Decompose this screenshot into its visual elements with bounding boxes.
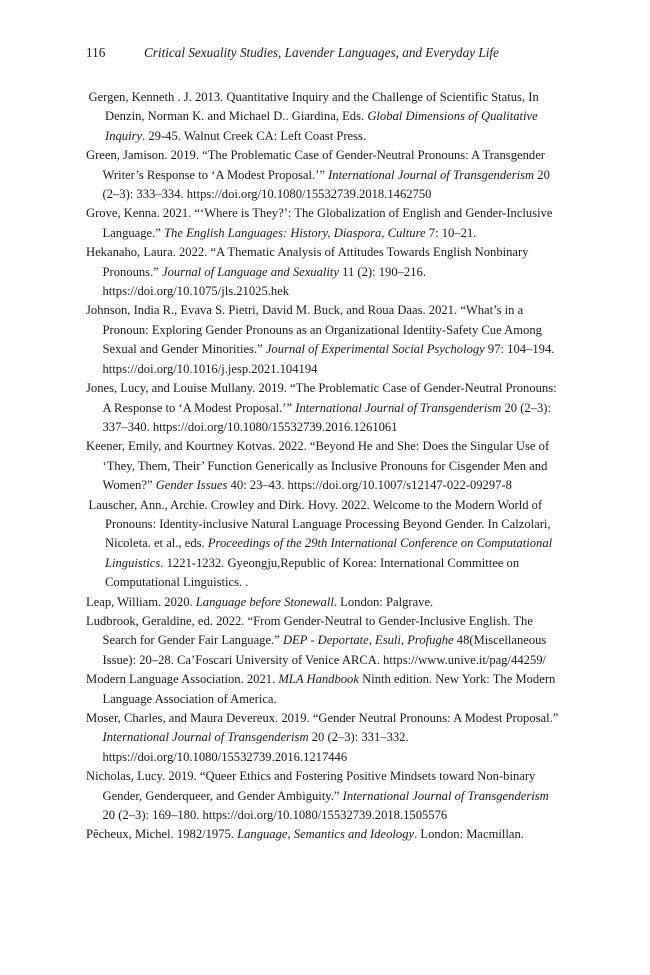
reference-text: Moser, Charles, and Maura Devereux. 2019. “Gender Neutral Pronouns: A Modest Proposal.” <box>86 711 559 725</box>
reference-entry <box>86 670 564 709</box>
reference-text: Leap, William. 2020. <box>86 594 196 609</box>
running-head <box>86 44 566 62</box>
reference-source-title: Language, Semantics and Ideology <box>237 827 415 842</box>
page-number: 116 <box>86 45 106 60</box>
reference-source-title: Gender Issues <box>155 478 228 493</box>
reference-entry <box>86 204 564 243</box>
reference-entry <box>86 612 564 670</box>
reference-entry <box>86 593 564 612</box>
reference-source-title: International Journal of Transgenderism <box>328 167 535 182</box>
reference-text: Hekanaho, Laura. 2022. “A Thematic Analysis of Attitudes Towards English Nonbinary Pronouns.” <box>86 245 529 279</box>
reference-entry <box>86 767 564 825</box>
reference-list <box>86 88 564 845</box>
reference-text: Gergen, Kenneth . J. 2013. Quantitative Inquiry and the Challenge of Scientific Status, In Denzin, Norman K. and Michael D.. Giardina, Eds. <box>88 90 539 124</box>
reference-text: Jones, Lucy, and Louise Mullany. 2019. “The Problematic Case of Gender-Neutral Pronouns: A Response to ‘A Modest Proposal.’” <box>86 381 557 415</box>
reference-entry <box>86 709 564 767</box>
reference-entry <box>86 146 564 204</box>
reference-entry <box>86 437 564 495</box>
reference-text: Modern Language Association. 2021. <box>86 672 279 687</box>
reference-text: Nicholas, Lucy. 2019. “Queer Ethics and Fostering Positive Mindsets toward Non-binary Gender, Genderqueer, and Gender Ambiguity.” <box>86 769 536 803</box>
reference-text: Ninth edition. New York: The Modern Language Association of America. <box>102 672 556 706</box>
reference-text: Lauscher, Ann., Archie. Crowley and Dirk. Hovy. 2022. Welcome to the Modern World of Pronouns: Identity-inclusive Natural Language Processing Beyond Gender. In Calzolari, Nicoleta. et al., eds. <box>88 497 551 551</box>
reference-text: Ludbrook, Geraldine, ed. 2022. “From Gender-Neutral to Gender-Inclusive English. The Search for Gender Fair Language.” <box>86 613 533 648</box>
reference-text: Grove, Kenna. 2021. “‘Where is They?’: The Globalization of English and Gender-Inclusive Language.” <box>86 206 553 240</box>
reference-text: 97: 104–194. https://doi.org/10.1016/j.jesp.2021.104194 <box>102 342 555 376</box>
reference-source-title: Language before Stonewall <box>195 594 334 609</box>
reference-text: Johnson, India R., Evava S. Pietri, David M. Buck, and Roua Daas. 2021. “What’s in a Pronoun: Exploring Gender Pronouns as an Organizational Identity-Safety Cue Among Sexual and Gender Minorities.” <box>86 303 542 357</box>
reference-source-title: Journal of Language and Sexuality <box>161 264 339 279</box>
reference-text: 20 (2–3): 169–180. https://doi.org/10.1080/15532739.2018.1505576 <box>102 808 448 823</box>
reference-text: 20 (2–3): 333–334. https://doi.org/10.1080/15532739.2018.1462750 <box>102 167 550 202</box>
reference-entry <box>86 243 564 301</box>
book-title: Critical Sexuality Studies, Lavender Languages, and Everyday Life <box>144 45 499 60</box>
reference-text: . London: Macmillan. <box>414 827 524 842</box>
reference-text: Pêcheux, Michel. 1982/1975. <box>86 827 238 842</box>
reference-text: . 29-45. Walnut Creek CA: Left Coast Press. <box>142 128 367 143</box>
reference-text: 48(Miscellaneous Issue): 20–28. Ca’Foscari University of Venice ARCA. https://www.unive.it/pag/44259/ <box>102 633 547 667</box>
reference-source-title: DEP - Deportate, Esuli, Profughe <box>282 633 454 648</box>
reference-entry <box>86 301 564 379</box>
reference-entry <box>86 825 564 844</box>
reference-source-title: Proceedings of the 29th International Conference on Computational Linguistics <box>105 536 553 570</box>
reference-source-title: International Journal of Transgenderism <box>342 788 549 803</box>
reference-text: 20 (2–3): 331–332. https://doi.org/10.1080/15532739.2016.1217446 <box>102 730 409 764</box>
reference-source-title: International Journal of Transgenderism <box>295 400 502 415</box>
reference-text: 7: 10–21. <box>425 225 477 240</box>
reference-text: Green, Jamison. 2019. “The Problematic Case of Gender-Neutral Pronouns: A Transgender Writer’s Response to ‘A Modest Proposal.’” <box>86 148 545 182</box>
reference-text: . London: Palgrave. <box>333 594 434 609</box>
reference-text: 20 (2–3): 337–340. https://doi.org/10.1080/15532739.2016.1261061 <box>102 400 551 434</box>
reference-text: 11 (2): 190–216. https://doi.org/10.1075/jls.21025.hek <box>102 264 426 299</box>
reference-source-title: MLA Handbook <box>278 672 359 687</box>
reference-text: Keener, Emily, and Kourtney Kotvas. 2022. “Beyond He and She: Does the Singular Use of ‘They, Them, Their’ Function Generically as Inclusive Pronouns for Cisgender Men and Women?” <box>86 439 550 493</box>
reference-source-title: The English Languages: History, Diaspora, Culture <box>164 225 426 240</box>
reference-entry <box>86 496 564 593</box>
reference-entry <box>86 88 564 146</box>
reference-source-title: International Journal of Transgenderism <box>102 730 309 745</box>
reference-source-title: Global Dimensions of Qualitative Inquiry <box>105 109 538 143</box>
reference-text: . 1221-1232. Gyeongju,Republic of Korea: International Committee on Computational Linguistics. . <box>105 555 520 590</box>
reference-text: 40: 23–43. https://doi.org/10.1007/s12147-022-09297-8 <box>227 478 512 493</box>
reference-entry <box>86 379 564 437</box>
reference-source-title: Journal of Experimental Social Psychology <box>265 342 485 357</box>
